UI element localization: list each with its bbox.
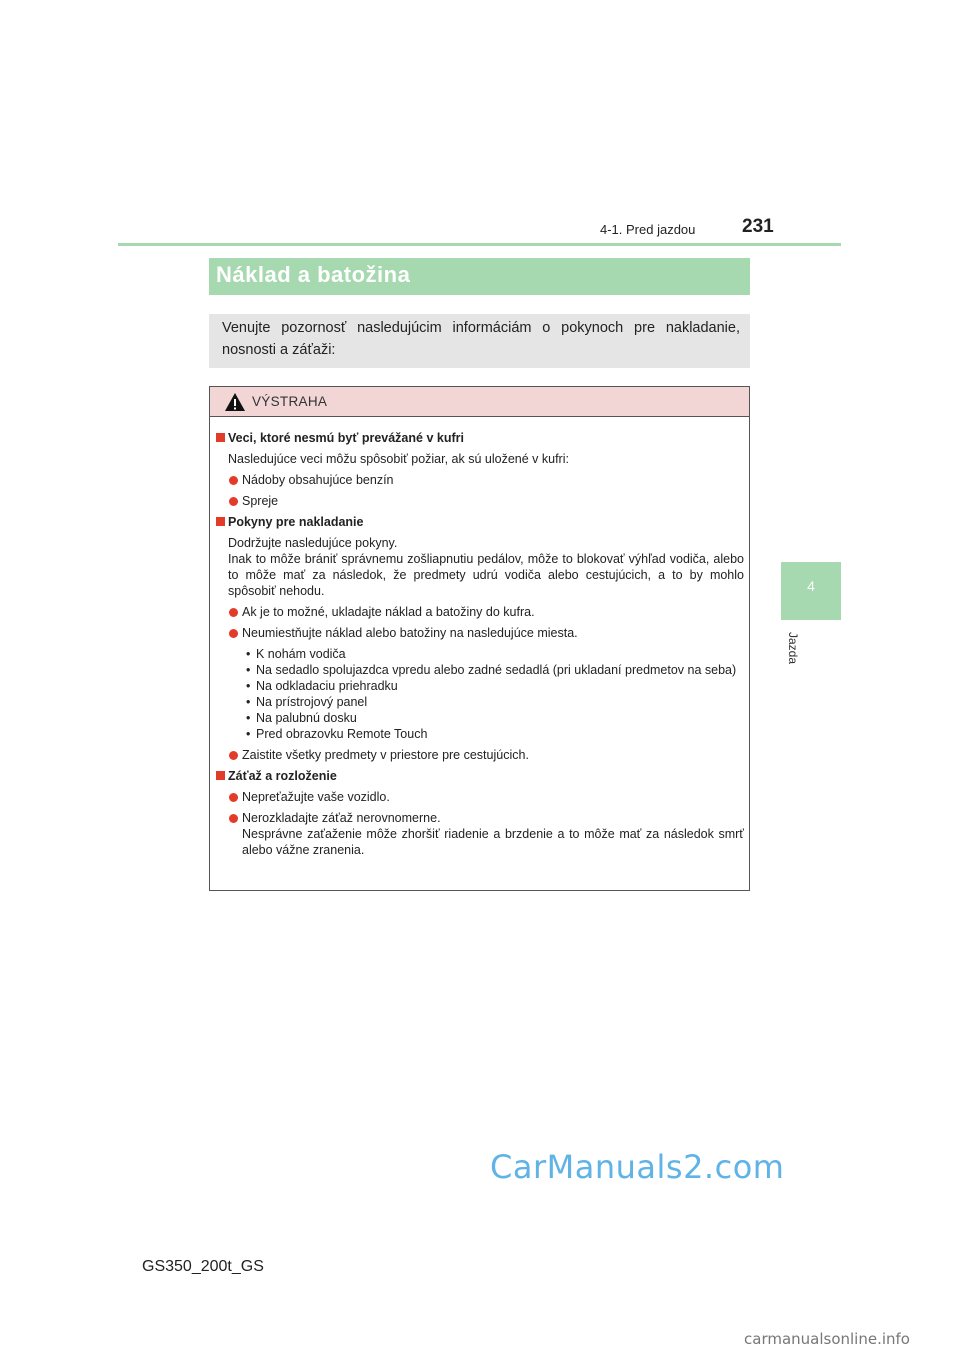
section-paragraph: [216, 535, 744, 599]
bullet-text: Nesprávne zaťaženie môže zhoršiť riadenie a brzdenie a to môže mať za následok smrť alebo vážne zranenia.: [242, 827, 744, 857]
bullet-text: Ak je to možné, ukladajte náklad a batožiny do kufra.: [242, 605, 535, 619]
small-dot-icon: •: [246, 727, 251, 741]
small-dot-icon: •: [246, 711, 251, 725]
section-title: Náklad a batožina: [216, 262, 411, 287]
square-bullet-icon: [216, 517, 225, 526]
round-bullet-icon: [229, 629, 238, 638]
sub-list-item: [246, 678, 744, 694]
section-paragraph: [216, 451, 744, 467]
intro-text: Venujte pozornosť nasledujúcim informáciám o pokynoch pre nakladanie, nosnosti a záťaži:: [222, 320, 740, 358]
sub-list: [216, 646, 744, 742]
bullet-item: [216, 625, 744, 641]
sub-list-item: [246, 726, 744, 742]
small-dot-icon: •: [246, 647, 251, 661]
sub-item-text: Pred obrazovku Remote Touch: [256, 727, 428, 741]
section-heading-text: Pokyny pre nakladanie: [228, 515, 364, 529]
round-bullet-icon: [229, 793, 238, 802]
sub-list-item: [246, 694, 744, 710]
chapter-label: [784, 632, 804, 692]
bullet-item: [216, 493, 744, 509]
bullet-text: Nerozkladajte záťaž nerovnomerne.: [242, 811, 441, 825]
bullet-text: Spreje: [242, 494, 279, 508]
sub-list-item: [246, 662, 744, 678]
sub-list-item: [246, 710, 744, 726]
bullet-item: [216, 472, 744, 488]
round-bullet-icon: [229, 814, 238, 823]
paragraph-line: Dodržujte nasledujúce pokyny.: [228, 536, 398, 550]
bullet-item: [216, 789, 744, 805]
bullet-text: Nádoby obsahujúce benzín: [242, 473, 394, 487]
sub-item-text: Na palubnú dosku: [256, 711, 357, 725]
small-dot-icon: •: [246, 695, 251, 709]
warning-section-heading: [216, 768, 744, 784]
page-number: 231: [742, 216, 774, 237]
sub-item-text: K nohám vodiča: [256, 647, 346, 661]
warning-title: VÝSTRAHA: [252, 394, 328, 409]
round-bullet-icon: [229, 751, 238, 760]
bullet-text: Neumiestňujte náklad alebo batožiny na nasledujúce miesta.: [242, 626, 578, 640]
warning-triangle-icon: [224, 392, 246, 412]
footer-model-code: GS350_200t_GS: [142, 1258, 264, 1275]
watermark-text: CarManuals2.com: [490, 1148, 785, 1186]
paragraph-line: Inak to môže brániť správnemu zošliapnutiu pedálov, môže to blokovať výhľad vodiča, alebo to môže mať za následok, že predmety udrú vodiča alebo cestujúcich, a to by mohlo spôsobiť nehodu.: [228, 552, 744, 598]
small-dot-icon: •: [246, 679, 251, 693]
sub-item-text: Na odkladaciu priehradku: [256, 679, 398, 693]
chapter-label-text: Jazda: [786, 632, 800, 665]
round-bullet-icon: [229, 608, 238, 617]
bullet-item: [216, 604, 744, 620]
bullet-item: [216, 747, 744, 763]
paragraph-line: Nasledujúce veci môžu spôsobiť požiar, ak sú uložené v kufri:: [228, 452, 569, 466]
square-bullet-icon: [216, 771, 225, 780]
sub-list-item: [246, 646, 744, 662]
section-heading-text: Záťaž a rozloženie: [228, 769, 337, 783]
square-bullet-icon: [216, 433, 225, 442]
bullet-text: Zaistite všetky predmety v priestore pre cestujúcich.: [242, 748, 529, 762]
header-divider: [118, 243, 841, 246]
bullet-item: [216, 810, 744, 858]
warning-content: [216, 430, 744, 858]
section-heading-text: Veci, ktoré nesmú byť prevážané v kufri: [228, 431, 464, 445]
round-bullet-icon: [229, 497, 238, 506]
small-dot-icon: •: [246, 663, 251, 677]
site-logo: carmanualsonline.info: [744, 1330, 910, 1348]
chapter-number: 4: [807, 578, 815, 594]
header-section-title: 4-1. Pred jazdou: [600, 222, 696, 237]
warning-section-heading: [216, 430, 744, 446]
sub-item-text: Na prístrojový panel: [256, 695, 368, 709]
sub-item-text: Na sedadlo spolujazdca vpredu alebo zadné sedadlá (pri ukladaní predmetov na seba): [256, 663, 737, 677]
bullet-text: Nepreťažujte vaše vozidlo.: [242, 790, 390, 804]
round-bullet-icon: [229, 476, 238, 485]
warning-section-heading: [216, 514, 744, 530]
